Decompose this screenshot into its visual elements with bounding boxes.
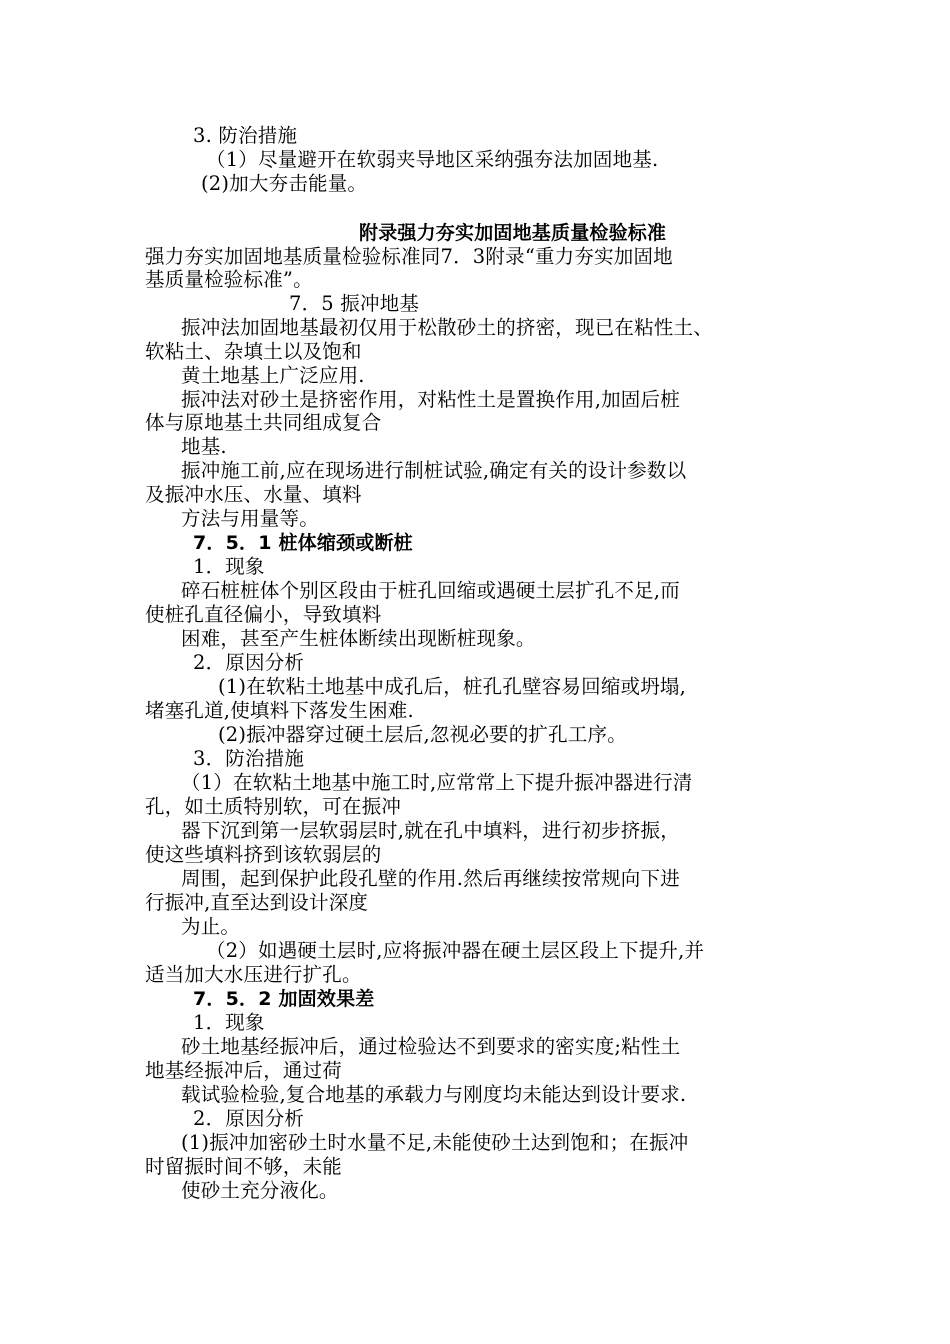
text-line: (1)在软粘土地基中成孔后，桩孔孔壁容易回缩或坍塌, bbox=[218, 675, 687, 698]
section-heading: 7．5．1 桩体缩颈或断桩 bbox=[193, 532, 413, 554]
text-line: 方法与用量等。 bbox=[181, 507, 319, 530]
text-line: 体与原地基土共同组成复合 bbox=[145, 411, 382, 434]
text-line: 使这些填料挤到该软弱层的 bbox=[145, 843, 382, 866]
text-line: 时留振时间不够，未能 bbox=[145, 1155, 343, 1178]
text-line: 2．原因分析 bbox=[193, 1107, 305, 1130]
text-line: 困难，甚至产生桩体断续出现断桩现象。 bbox=[181, 627, 536, 650]
section-heading: 附录强力夯实加固地基质量检验标准 bbox=[359, 222, 667, 244]
text-line: 黄土地基上广泛应用. bbox=[181, 364, 365, 387]
text-line: 载试验检验,复合地基的承载力与刚度均未能达到设计要求. bbox=[181, 1083, 687, 1106]
text-line: 基质量检验标准”。 bbox=[145, 268, 313, 291]
text-line: 及振冲水压、水量、填料 bbox=[145, 483, 362, 506]
text-line: 3. 防治措施 bbox=[193, 124, 298, 147]
text-line: 振冲施工前,应在现场进行制桩试验,确定有关的设计参数以 bbox=[181, 459, 687, 482]
text-line: 器下沉到第一层软弱层时,就在孔中填料，进行初步挤振， bbox=[181, 819, 680, 842]
text-line: (2)加大夯击能量。 bbox=[201, 172, 368, 195]
text-line: 振冲法加固地基最初仅用于松散砂土的挤密，现已在粘性土、 bbox=[181, 316, 713, 339]
text-line: 振冲法对砂土是挤密作用，对粘性土是置换作用,加固后桩 bbox=[181, 388, 680, 411]
text-line: 行振冲,直至达到设计深度 bbox=[145, 891, 369, 914]
text-line: 1．现象 bbox=[193, 1011, 265, 1034]
text-line: 软粘土、杂填土以及饱和 bbox=[145, 340, 362, 363]
text-line: （2）如遇硬土层时,应将振冲器在硬土层区段上下提升,并 bbox=[206, 939, 705, 962]
section-heading: 7．5 振冲地基 bbox=[289, 292, 420, 315]
section-heading: 7．5．2 加固效果差 bbox=[193, 988, 375, 1010]
text-line: (2)振冲器穿过硬土层后,忽视必要的扩孔工序。 bbox=[218, 723, 627, 746]
text-line: 碎石桩桩体个别区段由于桩孔回缩或遇硬土层扩孔不足,而 bbox=[181, 579, 680, 602]
text-line: 砂土地基经振冲后，通过检验达不到要求的密实度;粘性土 bbox=[181, 1035, 681, 1058]
text-line: (1)振冲加密砂土时水量不足,未能使砂土达到饱和；在振冲 bbox=[181, 1131, 689, 1154]
text-line: 堵塞孔道,使填料下落发生困难. bbox=[145, 699, 414, 722]
text-line: 地基. bbox=[181, 435, 227, 458]
text-line: 周围，起到保护此段孔壁的作用.然后再继续按常规向下进 bbox=[181, 867, 680, 890]
text-line: 适当加大水压进行扩孔。 bbox=[145, 963, 362, 986]
text-line: （1）在软粘土地基中施工时,应常常上下提升振冲器进行清 bbox=[181, 771, 693, 794]
text-line: 强力夯实加固地基质量检验标准同7．3附录“重力夯实加固地 bbox=[145, 245, 673, 268]
text-line: 为止。 bbox=[181, 915, 241, 938]
text-line: 3．防治措施 bbox=[193, 747, 305, 770]
text-line: 使桩孔直径偏小，导致填料 bbox=[145, 603, 382, 626]
text-line: 孔，如土质特别软，可在振冲 bbox=[145, 795, 402, 818]
text-line: （1）尽量避开在软弱夹导地区采纳强夯法加固地基. bbox=[206, 148, 659, 171]
text-line: 2．原因分析 bbox=[193, 651, 305, 674]
text-line: 使砂土充分液化。 bbox=[181, 1179, 339, 1202]
text-line: 1．现象 bbox=[193, 555, 265, 578]
text-line: 地基经振冲后，通过荷 bbox=[145, 1059, 343, 1082]
